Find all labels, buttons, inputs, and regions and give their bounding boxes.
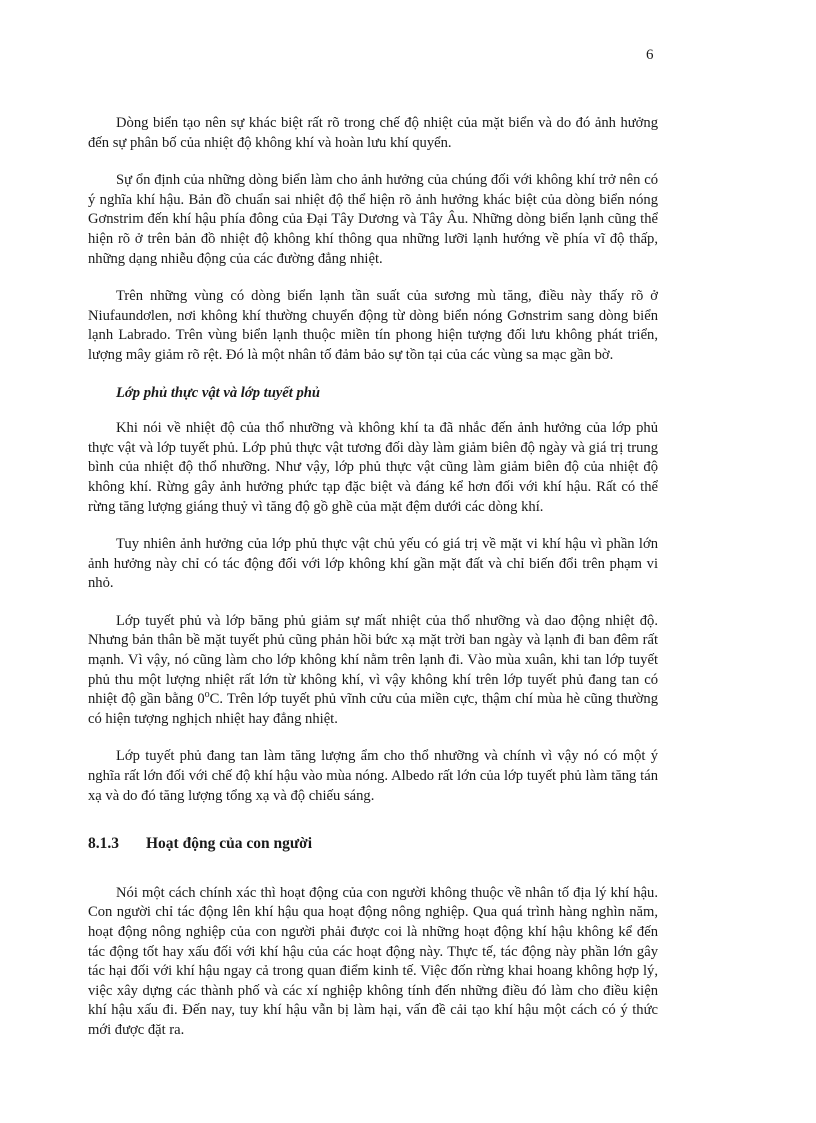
paragraph-albedo: Lớp tuyết phủ đang tan làm tăng lượng ẩm cho thổ nhưỡng và chính vì vậy nó có một ý nghĩa rất lớn đối với chế độ khí hậu vào mùa nóng. Albedo rất lớn của lớp tuyết phủ làm tăng tán xạ và do đó tăng lượng tổng xạ và độ chiếu sáng. xyxy=(88,748,658,804)
subheading-vegetation-snow: Lớp phủ thực vật và lớp tuyết phủ xyxy=(116,384,320,401)
paragraph-human-activity: Nói một cách chính xác thì hoạt động của con người không thuộc về nhân tố địa lý khí hậu. Con người chỉ tác động lên khí hậu qua hoạt động nông nghiệp. Qua quá trình hàng nghìn năm, hoạt động nông nghiệp của con người phải được coi là những hoạt động khí hậu không kể đến tác động tốt hay xấu đối với khí hậu của các hoạt động này. Thực tế, tác động này phần lớn gây tác hại đối với khí hậu ngay cả trong quan điểm kinh tế. Việc đốn rừng khai hoang không hợp lý, việc xây dựng các thành phố và các xí nghiệp không tính đến những điều đó làm cho điều kiện khí hậu xấu đi. Đến nay, tuy khí hậu vẫn bị làm hại, vấn đề cải tạo khí hậu một cách có ý thức mới được đặt ra. xyxy=(88,884,658,1038)
page-body xyxy=(88,114,658,1059)
section-title: Hoạt động của con người xyxy=(146,835,313,853)
paragraph-snow-cover xyxy=(88,612,658,730)
paragraph-current-stability: Sự ổn định của những dòng biển làm cho ảnh hưởng của chúng đối với không khí trở nên có ý nghĩa khí hậu. Bản đồ chuẩn sai nhiệt độ thể hiện rõ ảnh hưởng khác biệt của dòng biển nóng Gơnstrim đến khí hậu phía đông của Đại Tây Dương và Tây Âu. Những dòng biển lạnh cũng thể hiện rõ ở trên bản đồ nhiệt độ không khí thông qua những lưỡi lạnh hướng về phía vĩ độ thấp, những dạng nhiễu động của các đường đẳng nhiệt. xyxy=(88,172,658,267)
degree-superscript: o xyxy=(204,689,210,701)
section-number: 8.1.3 xyxy=(88,835,119,853)
paragraph-microclimate: Tuy nhiên ảnh hưởng của lớp phủ thực vật chủ yếu có giá trị về mặt vi khí hậu vì phần lớn ảnh hưởng này chỉ có tác động đối với lớp không khí gần mặt đất và chỉ biến đổi trên phạm vi nhỏ. xyxy=(88,536,658,592)
snow-text-before: Lớp tuyết phủ và lớp băng phủ giảm sự mất nhiệt của thổ nhưỡng và dao động nhiệt độ. Nhưng bản thân bề mặt tuyết phủ cũng phản hồi bức xạ mặt trời ban ngày và lạnh đi ban đêm rất mạnh. Vì vậy, nó cũng làm cho lớp không khí nằm trên lạnh đi. Vào mùa xuân, khi tan lớp tuyết phủ thu một lượng nhiệt rất lớn từ không khí, vì vậy không khí trên lớp tuyết phủ đang tan có nhiệt độ gần bằng 0 xyxy=(88,612,658,708)
section-heading xyxy=(88,834,658,854)
snow-text-after: C. Trên lớp tuyết phủ vĩnh cửu của miền cực, thậm chí mùa hè cũng thường có hiện tượng nghịch nhiệt hay đẳng nhiệt. xyxy=(88,691,658,727)
paragraph-ocean-currents: Dòng biển tạo nên sự khác biệt rất rõ trong chế độ nhiệt của mặt biển và do đó ảnh hưởng đến sự phân bố của nhiệt độ không khí và hoàn lưu khí quyển. xyxy=(88,115,658,151)
paragraph-fog: Trên những vùng có dòng biển lạnh tần suất của sương mù tăng, điều này thấy rõ ở Niufaundơlen, nơi không khí thường chuyển động từ dòng biển nóng Gơnstrim sang dòng biển lạnh Labrado. Trên vùng biển lạnh thuộc miền tín phong hiện tượng đối lưu không phát triển, lượng mây giảm rõ rệt. Đó là một nhân tố đảm bảo sự tồn tại của các vùng sa mạc gần bờ. xyxy=(88,288,658,363)
page-number: 6 xyxy=(646,47,654,63)
paragraph-vegetation: Khi nói về nhiệt độ của thổ nhưỡng và không khí ta đã nhắc đến ảnh hưởng của lớp phủ thực vật và lớp tuyết phủ. Lớp phủ thực vật tương đối dày làm giảm biên độ ngày và giá trị trung bình của nhiệt độ thổ nhưỡng. Như vậy, lớp phủ thực vật cũng làm giảm biên độ của nhiệt độ không khí. Rừng gây ảnh hưởng phức tạp đặc biệt và đáng kể hơn đối với khí hậu. Rất có thể rừng tăng lượng giáng thuỷ vì tăng độ gồ ghề của mặt đệm dưới các dòng khí. xyxy=(88,420,658,515)
